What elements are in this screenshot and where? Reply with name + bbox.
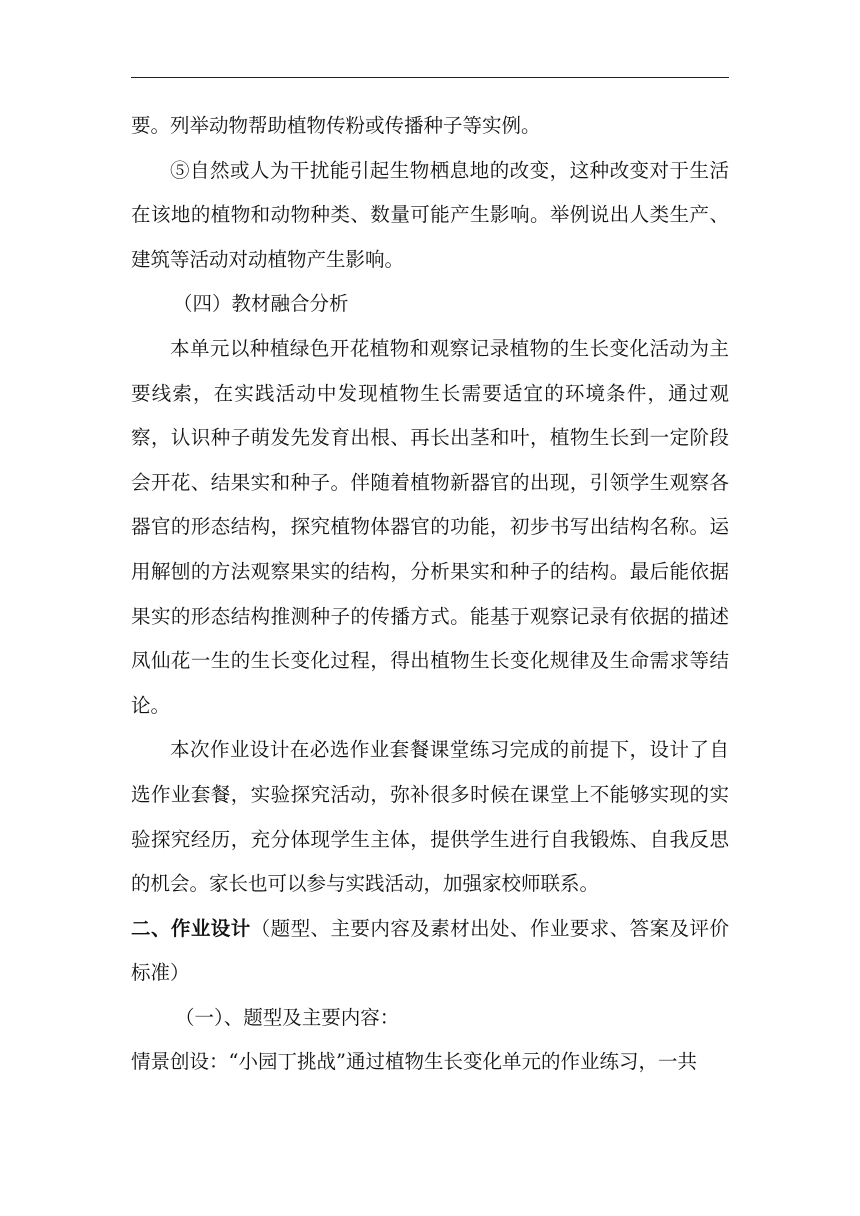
paragraph-homework-design: 本次作业设计在必选作业套餐课堂练习完成的前提下，设计了自选作业套餐，实验探究活动，弥补很多时候在课堂上不能够实现的实验探究经历，充分体现学生主体，提供学生进行自我锻炼、自我反思的机会。家长也可以参与实践活动，加强家校师联系。 <box>131 738 729 896</box>
paragraph-habitat-change: ⑤自然或人为干扰能引起生物栖息地的改变，这种改变对于生活在该地的植物和动物种类、数量可能产生影响。举例说出人类生产、建筑等活动对动植物产生影响。 <box>131 158 729 271</box>
paragraph-unit-overview: 本单元以种植绿色开花植物和观察记录植物的生长变化活动为主要线索，在实践活动中发现植物生长需要适宜的环境条件，通过观察，认识种子萌发先发育出根、再长出茎和叶，植物生长到一定阶段会开花、结果实和种子。伴随着植物新器官的出现，引领学生观察各器官的形态结构，探究植物体器官的功能，初步书写出结构名称。运用解刨的方法观察果实的结构，分析果实和种子的结构。最后能依据果实的形态结构推测种子的传播方式。能基于观察记录有依据的描述凤仙花一生的生长变化过程，得出植物生长变化规律及生命需求等结论。 <box>131 336 729 717</box>
paragraph-scenario: 情景创设：“小园丁挑战”通过植物生长变化单元的作业练习，一共 <box>131 1050 697 1074</box>
section-heading-note: （题型、主要内容及素材出处、作业要求、答案及评价标准） <box>131 916 729 985</box>
document-body <box>131 104 729 1085</box>
section-heading-homework-design <box>131 907 729 996</box>
subheading-question-types: （一）、题型及主要内容： <box>175 1005 400 1029</box>
subheading-textbook-analysis: （四）教材融合分析 <box>173 292 349 316</box>
paragraph-animals-pollination: 要。列举动物帮助植物传粉或传播种子等实例。 <box>131 114 541 137</box>
header-rule <box>131 77 729 78</box>
section-heading-title: 二、作业设计 <box>131 916 251 940</box>
